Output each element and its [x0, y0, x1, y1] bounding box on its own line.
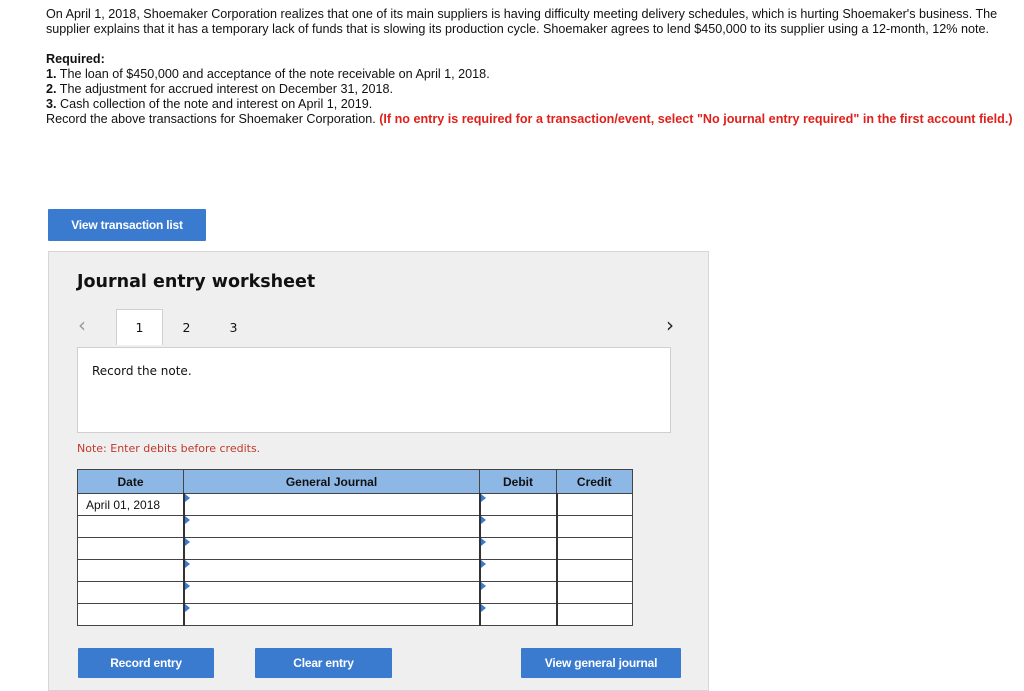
input-marker-icon: [481, 582, 486, 590]
problem-statement: [46, 7, 1018, 127]
instruction-text: Record the above transactions for Shoemaker Corporation.: [46, 112, 380, 126]
debit-cell[interactable]: [480, 604, 557, 626]
table-row: [78, 538, 633, 560]
view-general-journal-button[interactable]: View general journal: [521, 648, 681, 678]
input-marker-icon: [481, 604, 486, 612]
journal-table: [77, 469, 633, 626]
required-item-text: The loan of $450,000 and acceptance of the note receivable on April 1, 2018.: [56, 67, 490, 81]
credit-cell[interactable]: [557, 538, 633, 560]
debit-cell[interactable]: [480, 494, 557, 516]
debit-cell[interactable]: [480, 582, 557, 604]
view-transaction-list-button[interactable]: View transaction list: [48, 209, 206, 241]
credit-cell[interactable]: [557, 604, 633, 626]
required-item: [46, 97, 1018, 112]
problem-text: On April 1, 2018, Shoemaker Corporation realizes that one of its main suppliers is having difficulty meeting delivery schedules, which is hurting Shoemaker's business. The supplier explains that it has a temporary lack of funds that is slowing its production cycle. Shoemaker agrees to lend $450,000 to its supplier using a 12-month, 12% note.: [46, 7, 998, 36]
date-cell[interactable]: [78, 538, 184, 560]
required-section: [46, 52, 1018, 112]
chevron-right-icon[interactable]: ›: [666, 313, 674, 337]
credit-cell[interactable]: [557, 516, 633, 538]
input-marker-icon: [481, 560, 486, 568]
entry-description-box: [77, 347, 671, 433]
credit-cell[interactable]: [557, 582, 633, 604]
date-cell[interactable]: April 01, 2018: [78, 494, 184, 516]
entry-description: Record the note.: [92, 364, 192, 378]
debit-cell[interactable]: [480, 560, 557, 582]
dropdown-marker-icon: [185, 560, 190, 568]
date-header: Date: [78, 470, 184, 494]
table-row: [78, 560, 633, 582]
chevron-left-icon[interactable]: ‹: [78, 313, 86, 337]
dropdown-marker-icon: [185, 494, 190, 502]
table-row: [78, 494, 633, 516]
table-row: [78, 582, 633, 604]
tab-2[interactable]: 2: [182, 319, 191, 335]
record-entry-button[interactable]: Record entry: [78, 648, 214, 678]
account-cell[interactable]: [184, 582, 480, 604]
date-cell[interactable]: [78, 516, 184, 538]
general-journal-header: General Journal: [184, 470, 480, 494]
credit-cell[interactable]: [557, 494, 633, 516]
input-marker-icon: [481, 494, 486, 502]
date-cell[interactable]: [78, 582, 184, 604]
required-item-number: 1.: [46, 67, 57, 81]
worksheet-title: Journal entry worksheet: [77, 272, 316, 292]
debit-credit-note: Note: Enter debits before credits.: [77, 442, 261, 455]
account-cell[interactable]: [184, 560, 480, 582]
instruction-warning: (If no entry is required for a transaction/event, select "No journal entry required" in the first account field.): [379, 112, 1013, 126]
required-item-number: 3.: [46, 97, 57, 111]
account-cell[interactable]: [184, 538, 480, 560]
clear-entry-button[interactable]: Clear entry: [255, 648, 392, 678]
required-item-text: Cash collection of the note and interest on April 1, 2019.: [56, 97, 373, 111]
required-item-number: 2.: [46, 82, 57, 96]
account-cell[interactable]: [184, 516, 480, 538]
required-item: [46, 67, 1018, 82]
debit-cell[interactable]: [480, 516, 557, 538]
journal-entry-worksheet: [48, 251, 709, 691]
date-cell[interactable]: [78, 604, 184, 626]
worksheet-tabs: [116, 309, 257, 345]
dropdown-marker-icon: [185, 516, 190, 524]
required-item: [46, 82, 1018, 97]
dropdown-marker-icon: [185, 604, 190, 612]
input-marker-icon: [481, 538, 486, 546]
instruction: [46, 112, 1018, 127]
account-cell[interactable]: [184, 604, 480, 626]
credit-cell[interactable]: [557, 560, 633, 582]
table-row: [78, 604, 633, 626]
date-cell[interactable]: [78, 560, 184, 582]
dropdown-marker-icon: [185, 582, 190, 590]
required-item-text: The adjustment for accrued interest on December 31, 2018.: [56, 82, 394, 96]
table-row: [78, 516, 633, 538]
input-marker-icon: [481, 516, 486, 524]
tab-1[interactable]: 1: [116, 309, 163, 345]
debit-header: Debit: [480, 470, 557, 494]
tab-3[interactable]: 3: [229, 319, 238, 335]
table-header-row: [78, 470, 633, 494]
required-label: Required:: [46, 52, 105, 66]
account-cell[interactable]: [184, 494, 480, 516]
credit-header: Credit: [557, 470, 633, 494]
debit-cell[interactable]: [480, 538, 557, 560]
dropdown-marker-icon: [185, 538, 190, 546]
